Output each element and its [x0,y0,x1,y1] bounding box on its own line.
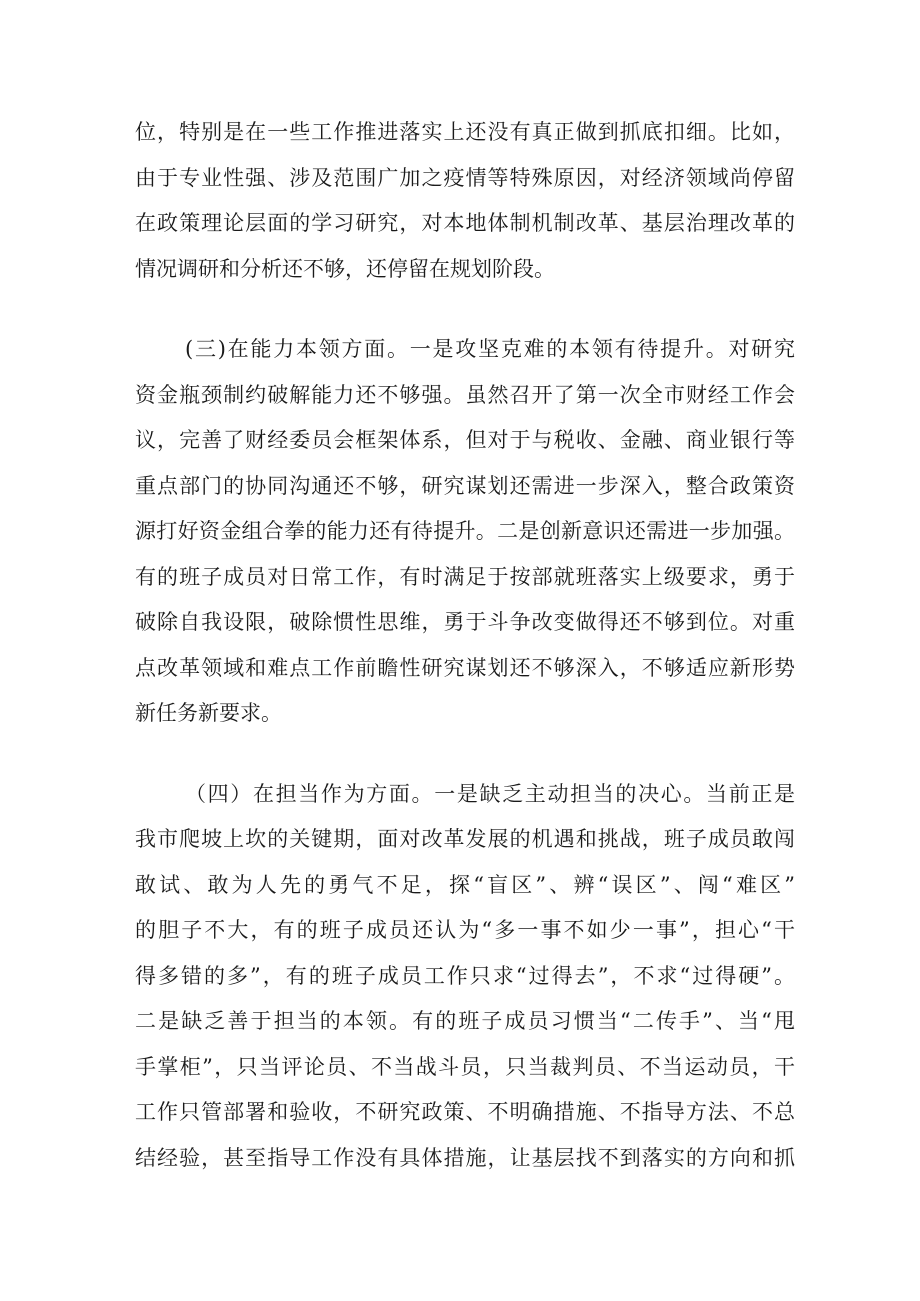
text-line: 由于专业性强、涉及范围广加之疫情等特殊原因，对经济领域尚停留 [135,165,795,190]
paragraph-gap [135,292,795,327]
text-line: 手掌柜”，只当评论员、不当战斗员，只当裁判员、不当运动员，干 [135,1054,795,1079]
text-line: 位，特别是在一些工作推进落实上还没有真正做到抓底扣细。比如， [135,120,795,144]
text-line: 二是缺乏善于担当的本领。有的班子成员习惯当“二传手”、当“甩 [135,1009,795,1033]
text-line: 重点部门的协同沟通还不够，研究谋划还需进一步深入，整合政策资 [135,473,795,498]
text-line: 新任务新要求。 [135,701,282,725]
text-line: 结经验，甚至指导工作没有具体措施，让基层找不到落实的方向和抓 [135,1145,795,1170]
text-line: 在政策理论层面的学习研究，对本地体制机制改革、基层治理改革的 [135,211,795,235]
text-line: 情况调研和分析还不够，还停留在规划阶段。 [135,256,555,281]
paragraph-2 [135,327,795,737]
text-line: 破除自我设限，破除惯性思维，勇于斗争改变做得还不够到位。对重 [135,610,795,634]
document-body [135,110,795,1181]
text-line: 得多错的多”，有的班子成员工作只求“过得去”，不求“过得硬”。 [135,963,795,988]
text-line: 源打好资金组合拳的能力还有待提升。二是创新意识还需进一步加强。 [135,519,795,543]
text-line: 点改革领域和难点工作前瞻性研究谋划还不够深入，不够适应新形势 [135,655,795,680]
paragraph-1 [135,110,795,292]
text-line: 议，完善了财经委员会框架体系，但对于与税收、金融、商业银行等 [135,428,795,452]
text-line: 的胆子不大，有的班子成员还认为“多一事不如少一事”，担心“干 [135,918,795,942]
text-line: 敢试、敢为人先的勇气不足，探“盲区”、辨“误区”、闯“难区” [135,872,795,897]
text-line: 我市爬坡上坎的关键期，面对改革发展的机遇和挑战，班子成员敢闯 [135,827,795,851]
paragraph-3 [135,772,795,1182]
text-line: 工作只管部署和验收，不研究政策、不明确措施、不指导方法、不总 [135,1100,795,1124]
text-line: 资金瓶颈制约破解能力还不够强。虽然召开了第一次全市财经工作会 [135,382,795,407]
text-line: (三)在能力本领方面。一是攻坚克难的本领有待提升。对研究 [185,337,795,361]
text-line: （四）在担当作为方面。一是缺乏主动担当的决心。当前正是 [185,781,795,806]
text-line: 有的班子成员对日常工作，有时满足于按部就班落实上级要求，勇于 [135,564,795,589]
paragraph-gap [135,737,795,772]
